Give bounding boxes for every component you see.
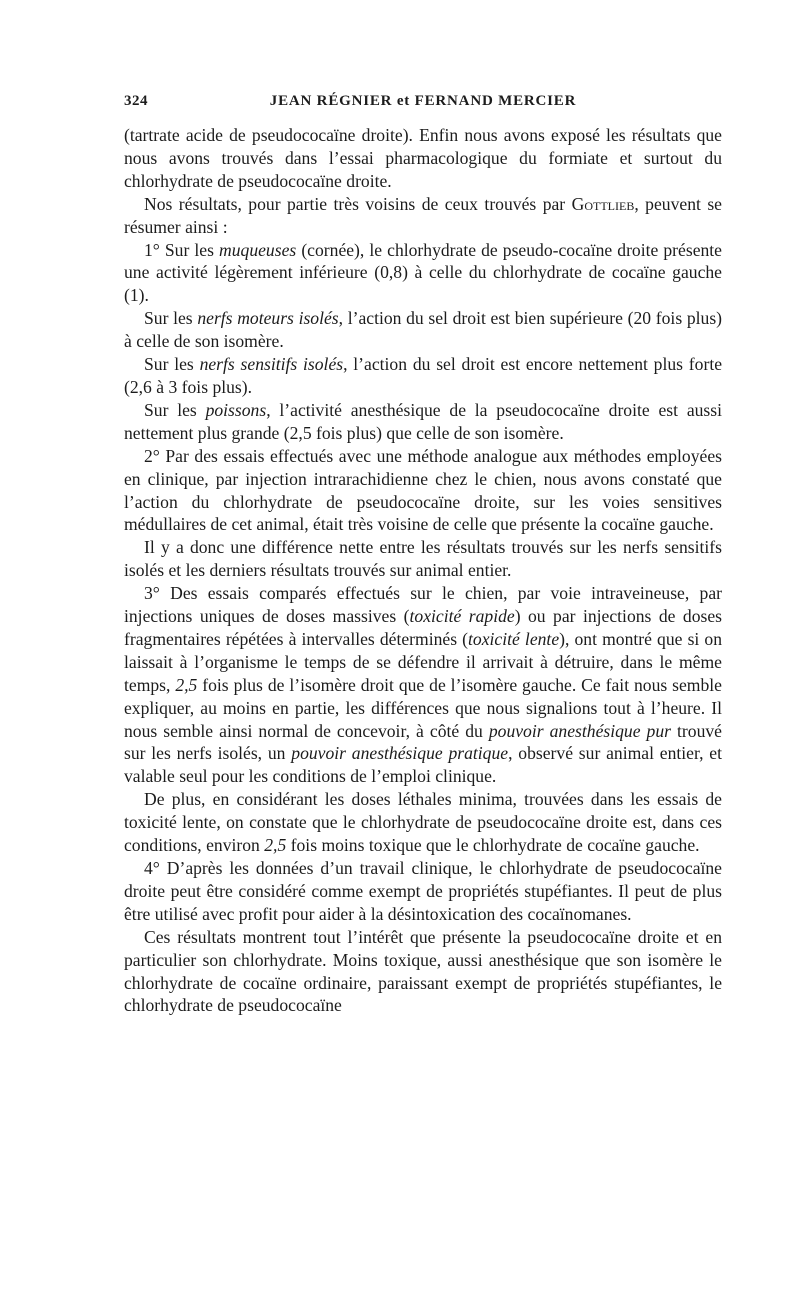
paragraph-7: 2° Par des essais effectués avec une méthode analogue aux méthodes employées en clinique, par injection intrarachidienne chez le chien, nous avons constaté que l’action du chlorhydrate de pseudococaïne droite, sur les voies sensitives médullaires de cet animal, était très voisine de celle que présente la cocaïne gauche.: [124, 445, 722, 535]
paragraph-6: Sur les poissons, l’activité anesthésique de la pseudococaïne droite est aussi nettement plus grande (2,5 fois plus) que celle de son isomère.: [124, 399, 723, 443]
paragraph-9: 3° Des essais comparés effectués sur le chien, par voie intraveineuse, par injections uniques de doses massives (toxicité rapide) ou par injections de doses fragmentaires répétées à intervalles déterminés (toxicité lente), ont montré que si on laissait à l’organisme le temps de se défendre il arrivait à détruire, dans le même temps, 2,5 fois plus de l’isomère droit que de l’isomère gauche. Ce fait nous semble expliquer, au moins en partie, les différences que nous signalions tout à l’heure. Il nous semble ainsi normal de concevoir, à côté du pouvoir anesthésique pur trouvé sur les nerfs isolés, un pouvoir anesthésique pratique, observé sur animal entier, et valable seul pour les conditions de l’emploi clinique.: [124, 583, 723, 787]
book-page: [124, 88, 722, 1017]
paragraph-3: 1° Sur les muqueuses (cornée), le chlorhydrate de pseudo-cocaïne droite présente une activité légèrement inférieure (0,8) à celle du chlorhydrate de cocaïne gauche (1).: [124, 239, 722, 306]
paragraph-5: Sur les nerfs sensitifs isolés, l’action du sel droit est encore nettement plus forte (2,6 à 3 fois plus).: [124, 354, 723, 397]
page-number: 324: [124, 93, 148, 109]
paragraph-4: Sur les nerfs moteurs isolés, l’action du sel droit est bien supérieure (20 fois plus) à celle de son isomère.: [124, 308, 723, 352]
paragraph-1: (tartrate acide de pseudococaïne droite). Enfin nous avons exposé les résultats que nous avons trouvés dans l’essai pharmacologique du formiate et surtout du chlorhydrate de pseudococaïne droite.: [124, 125, 722, 191]
running-head: JEAN RÉGNIER et FERNAND MERCIER: [269, 93, 577, 109]
body-text: [124, 124, 722, 1017]
paragraph-11: 4° D’après les données d’un travail clinique, le chlorhydrate de pseudococaïne droite peut être considéré comme exempt de propriétés stupéfiantes. Il peut de plus être utilisé avec profit pour aider à la désintoxication des cocaïnomanes.: [124, 858, 722, 924]
author-name: Gottlieb: [571, 193, 635, 214]
paragraph-2: Nos résultats, pour partie très voisins de ceux trouvés par Gottlieb, peuvent se résumer ainsi :: [124, 193, 722, 237]
paragraph-12: Ces résultats montrent tout l’intérêt que présente la pseudococaïne droite et en particulier son chlorhydrate. Moins toxique, aussi anesthésique que son isomère le chlorhydrate de cocaïne ordinaire, paraissant exempt de propriétés stupéfiantes, le chlorhydrate de pseudococaïne: [124, 926, 722, 1016]
paragraph-8: Il y a donc une différence nette entre les résultats trouvés sur les nerfs sensitifs isolés et les derniers résultats trouvés sur animal entier.: [124, 537, 722, 581]
paragraph-10: De plus, en considérant les doses léthales minima, trouvées dans les essais de toxicité lente, on constate que le chlorhydrate de pseudococaïne droite est, dans ces conditions, environ 2,5 fois moins toxique que le chlorhydrate de cocaïne gauche.: [124, 789, 722, 856]
page-header: [124, 88, 722, 114]
